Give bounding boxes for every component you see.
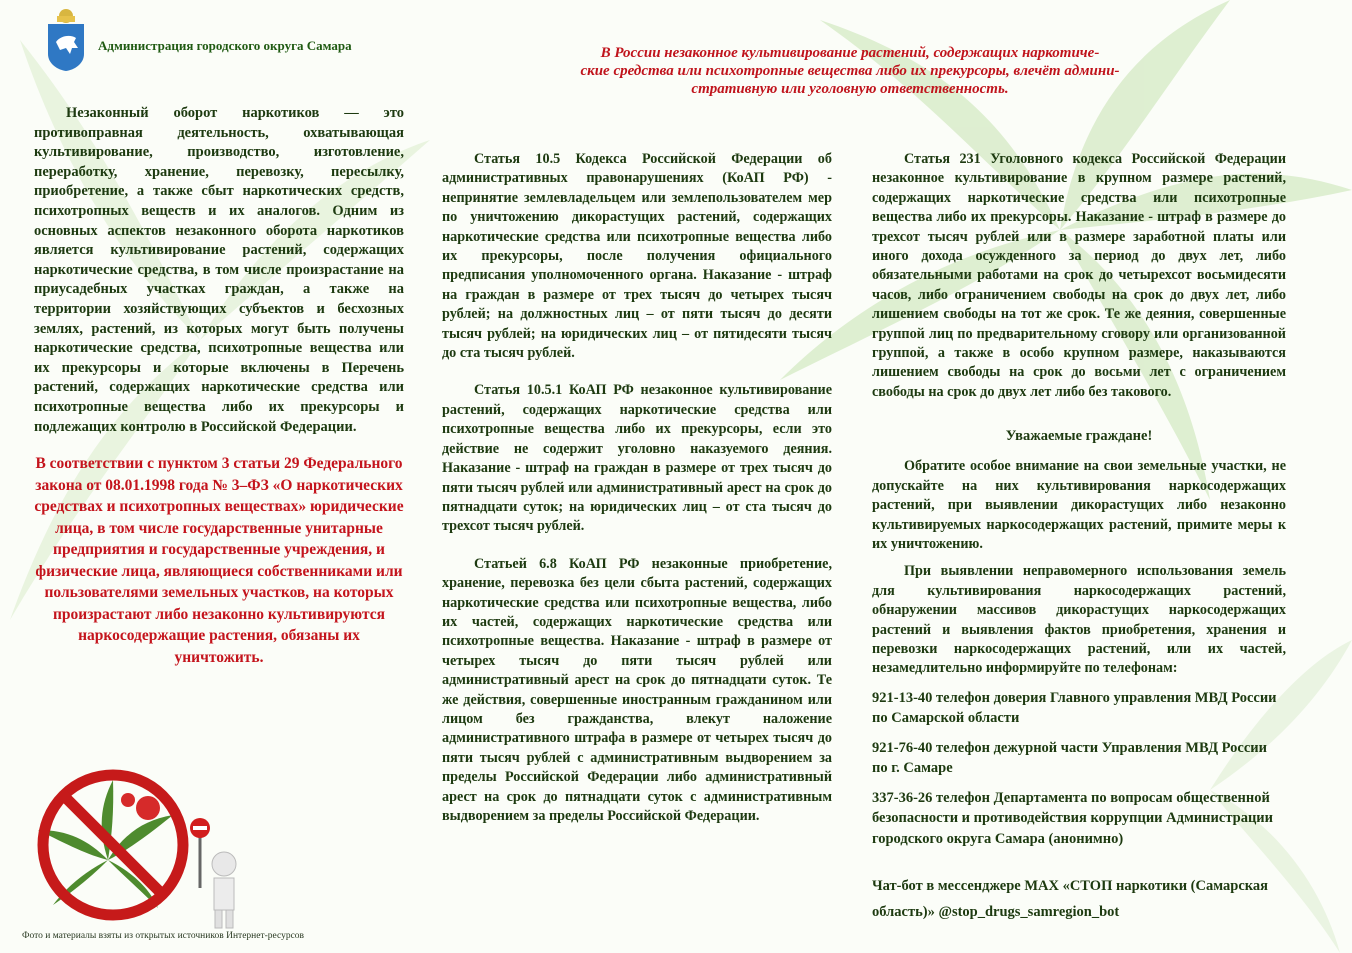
- column-uk-contacts: [872, 150, 1286, 925]
- law-notice: В соответствии с пунктом 3 статьи 29 Федерального закона от 08.01.1998 года № 3–ФЗ «О наркотических средствах и психотропных веществах» юридические лица, в том числе государственные унитарные предприятия и государственные учреждения, и физические лица, являющиеся собственниками или пользователями земельных участков, на которых произрастают либо незаконно культивируются наркосодержащие растения, обязаны их уничтожить.: [34, 455, 404, 666]
- responsibility-banner: [500, 44, 1200, 98]
- admin-title: Администрация городского округа Самара: [98, 38, 352, 53]
- column-intro: [34, 104, 404, 668]
- stop-figure-icon: [190, 818, 236, 928]
- banner-line-3: стративную или уголовную ответственность.: [691, 81, 1009, 97]
- banner-line-1: В России незаконное культивирование растений, содержащих наркотиче-: [600, 45, 1100, 61]
- citizens-heading: Уважаемые граждане!: [1005, 428, 1153, 445]
- citizens-appeal: Обратите особое внимание на свои земельные участки, не допускайте на них культивирования наркосодержащих растений, при выявлении дикорастущих либо незаконно культивируемых наркосодержащих растений, примите меры к их уничтожению.: [872, 458, 1286, 552]
- article-6-8: Статьей 6.8 КоАП РФ незаконные приобретение, хранение, перевозка без цели сбыта растений, содержащих наркотические средства или психотропные вещества, либо их частей, содержащих наркотические средства или психотропные вещества. Наказание - штраф в размере от четырех тысяч до пяти тысяч рублей или административный арест на срок до пятнадцати суток. Те же действия, совершенные иностранным гражданином или лицом без гражданства, влекут наложение административного штрафа в размере от четырех тысяч до пяти тысяч рублей с административным выдворением за пределы Российской Федерации либо административный арест на срок до пятнадцати суток с административным выдворением за пределы Российской Федерации.: [442, 555, 832, 824]
- no-drugs-illustration: [18, 760, 246, 932]
- poppy-flower-icon: [136, 796, 160, 820]
- footer-source-note: Фото и материалы взяты из открытых источников Интернет-ресурсов: [22, 931, 305, 941]
- contact-trust-line: 921-13-40 телефон доверия Главного управления МВД России по Самарской области: [872, 689, 1277, 727]
- chatbot-line: Чат-бот в мессенджере MAX «СТОП наркотики (Самарская область)» @stop_drugs_samregion_bot: [872, 878, 1268, 921]
- header: [44, 8, 352, 72]
- banner-line-2: ские средства или психотропные вещества либо их прекурсоры, влечёт админи-: [580, 63, 1120, 79]
- contact-duty-line: 921-76-40 телефон дежурной части Управления МВД России по г. Самаре: [872, 739, 1267, 777]
- inform-paragraph: При выявлении неправомерного использования земель для культивирования наркосодержащих растений, обнаружении массивов дикорастущих наркосодержащих растений и выявления фактов приобретения, хранения и перевозки наркосодержащих растений, или их частей, незамедлительно информируйте по телефонам:: [872, 563, 1286, 677]
- samara-emblem-icon: [44, 8, 88, 72]
- intro-paragraph: Незаконный оборот наркотиков — это противоправная деятельность, охватывающая культивирование, производство, изготовление, переработку, хранение, перевозку, пересылку, приобретение, а также сбыт наркотических средств, психотропных веществ и их аналогов. Одним из основных аспектов незаконного оборота наркотиков является культивирование растений, содержащих наркотические средства, в том числе произрастание на приусадебных участках граждан, а также на территории хозяйствующих субъектов и бесхозных землях, растений, из которых могут быть получены наркотические средства, психотропные вещества или их прекурсоры и которые включены в Перечень растений, содержащих наркотические средства или психотропные вещества либо их прекурсоры и подлежащих контролю в Российской Федерации.: [34, 105, 404, 435]
- contact-department-line: 337-36-26 телефон Департамента по вопросам общественной безопасности и противодействия коррупции Администрации городского округа Самара (анонимно): [872, 789, 1274, 847]
- column-koap: [442, 150, 832, 826]
- article-231: Статья 231 Уголовного кодекса Российской Федерации незаконное культивирование в крупном размере растений, содержащих наркотические средства или психотропные вещества либо их прекурсоры. Наказание - штраф в размере до трехсот тысяч рублей или в размере заработной платы или иного дохода осужденного за период до двух лет, либо обязательными работами на срок до четырехсот восьмидесяти часов, либо ограничением свободы на срок до двух лет, либо лишением свободы на тот же срок. Те же деяния, совершенные группой лиц по предварительному сговору или организованной группой, а также в особо крупном размере, наказываются лишением свободы на срок до восьми лет с ограничением свободы на срок до двух лет либо без такового.: [872, 151, 1286, 400]
- article-10-5: Статья 10.5 Кодекса Российской Федерации об административных правонарушениях (КоАП РФ) - непринятие землевладельцем или землепользователем мер по уничтожению дикорастущих растений, содержащих наркотические средства или психотропные вещества либо их прекурсоры, после получения официального предписания уполномоченного органа. Наказание - штраф на граждан в размере от трех тысяч до четырех тысяч рублей; на должностных лиц – от пяти тысяч до десяти тысяч рублей; на юридических лиц – от пятидесяти тысяч до ста тысяч рублей.: [442, 151, 832, 362]
- article-10-5-1: Статья 10.5.1 КоАП РФ незаконное культивирование растений, содержащих наркотические средства или психотропные вещества либо их прекурсоры, если это действие не содержит уголовно наказуемого деяния. Наказание - штраф на граждан в размере от трех тысяч до пяти тысяч рублей или административный арест на срок до пятнадцати суток; на юридических лиц – от ста тысяч до трехсот тысяч рублей.: [442, 382, 832, 535]
